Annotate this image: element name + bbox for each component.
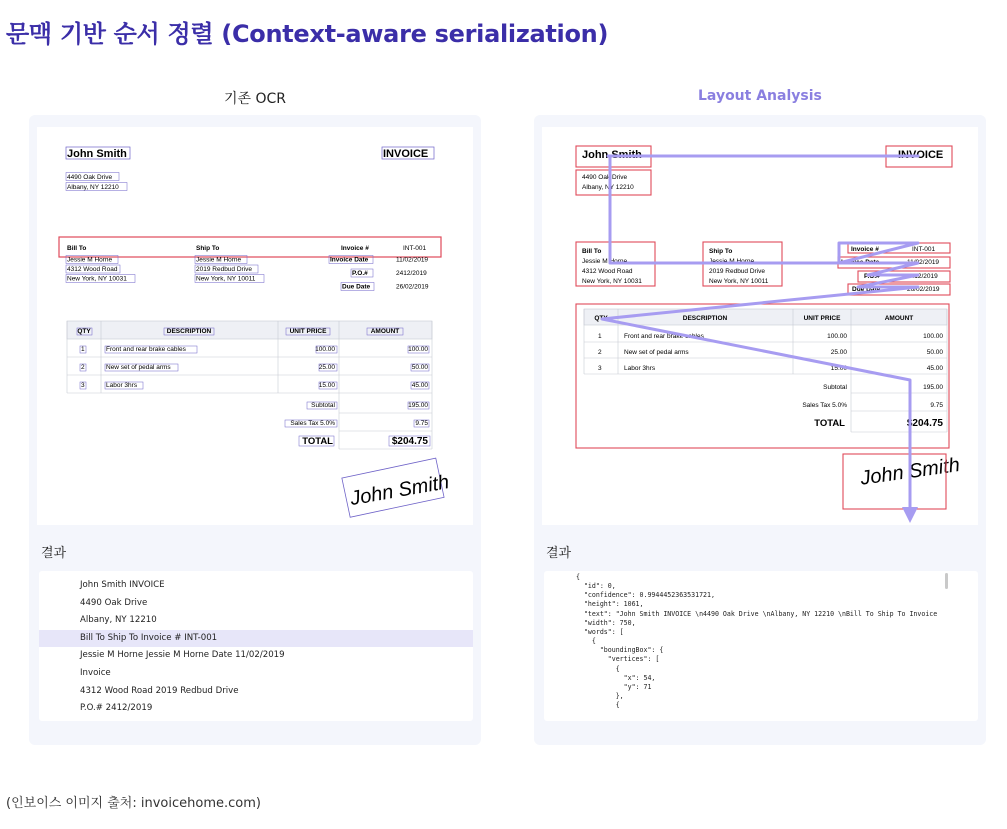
json-line: { (576, 664, 620, 673)
bill-street: 4312 Wood Road (582, 268, 633, 275)
due-date-label: Due Date (342, 283, 371, 291)
ocr-invoice-image (37, 127, 473, 525)
row2-desc: New set of pedal arms (624, 349, 689, 356)
json-line: { (576, 701, 620, 710)
ship-to-label: Ship To (709, 248, 733, 255)
ocr-result-line-highlighted: Bill To Ship To Invoice # INT-001 (39, 630, 473, 648)
invoice-number-value: INT-001 (403, 245, 427, 252)
json-line: "height": 1061, (576, 600, 644, 609)
row1-amount: 100.00 (408, 346, 428, 353)
ship-city: New York, NY 10011 (196, 275, 256, 283)
row1-qty: 1 (598, 333, 602, 340)
total-label: TOTAL (302, 436, 333, 447)
ocr-result-line: Invoice (80, 667, 111, 678)
due-date-value: 26/02/2019 (396, 283, 429, 291)
invoice-number-label: Invoice # (341, 245, 369, 252)
col-amount: AMOUNT (884, 315, 914, 322)
json-line: "text": "John Smith INVOICE \n4490 Oak Drive \nAlbany, NY 12210 \nBill To Ship To Invoice (576, 609, 938, 618)
layout-invoice-svg (542, 127, 978, 525)
due-date-value: 26/02/2019 (907, 286, 940, 293)
subtotal-value: 195.00 (923, 384, 943, 391)
invoice-name: John Smith (582, 149, 642, 161)
bill-city: New York, NY 10031 (582, 278, 642, 285)
row1-qty: 1 (81, 346, 85, 353)
row1-amount: 100.00 (923, 333, 943, 340)
bill-street: 4312 Wood Road (67, 266, 118, 273)
row3-qty: 3 (81, 382, 85, 389)
bill-to-label: Bill To (67, 245, 87, 252)
ocr-result-line: 4490 Oak Drive (80, 597, 148, 608)
invoice-date-value: 11/02/2019 (396, 256, 429, 264)
layout-column-label: Layout Analysis (698, 88, 822, 104)
ocr-result-line: Albany, NY 12210 (80, 615, 157, 626)
ocr-result-line: Jessie M Horne Jessie M Horne Date 11/02/2019 (80, 650, 285, 661)
col-description: DESCRIPTION (682, 315, 728, 322)
invoice-address2: Albany, NY 12210 (67, 184, 119, 191)
json-line: { (576, 637, 596, 646)
row3-amount: 45.00 (926, 365, 943, 372)
po-label: P.O.# (352, 270, 368, 277)
ocr-result-line: P.O.# 2412/2019 (80, 703, 153, 714)
po-label: P.O.# (864, 273, 880, 280)
row1-price: 100.00 (315, 346, 335, 353)
arrow-head (902, 507, 918, 523)
col-qty: QTY (77, 328, 91, 335)
ship-street: 2019 Redbud Drive (196, 266, 253, 273)
invoice-date-value: 11/02/2019 (907, 259, 940, 266)
invoice-name: John Smith (67, 148, 127, 160)
row3-amount: 45.00 (411, 382, 428, 389)
row2-amount: 50.00 (411, 364, 428, 371)
bill-to-label: Bill To (582, 248, 602, 255)
tax-value: 9.75 (930, 402, 943, 409)
json-result-box[interactable] (544, 571, 978, 721)
row3-qty: 3 (598, 365, 602, 372)
json-line: "words": [ (576, 627, 624, 636)
page-title: 문맥 기반 순서 정렬 (Context-aware serialization) (6, 20, 609, 48)
ship-street: 2019 Redbud Drive (709, 268, 766, 275)
bill-name: Jessie M Horne (67, 256, 113, 264)
total-value: $204.75 (391, 436, 428, 447)
ocr-result-line: John Smith INVOICE (80, 580, 165, 590)
ocr-invoice-svg (37, 127, 473, 525)
row2-amount: 50.00 (926, 349, 943, 356)
row3-price: 15.00 (830, 365, 847, 372)
subtotal-label: Subtotal (823, 384, 847, 391)
ocr-result-box[interactable] (39, 571, 473, 721)
json-scrollbar[interactable] (945, 573, 948, 589)
due-date-label: Due Date (852, 286, 881, 293)
total-label: TOTAL (814, 418, 845, 429)
json-line: }, (576, 692, 624, 701)
source-note: (인보이스 이미지 출처: invoicehome.com) (6, 796, 261, 811)
subtotal-value: 195.00 (408, 402, 428, 409)
ship-name: Jessie M Horne (709, 258, 755, 265)
bill-name: Jessie M Horne (582, 258, 628, 265)
invoice-number-value: INT-001 (912, 246, 936, 253)
row2-desc: New set of pedal arms (106, 364, 171, 371)
json-line: "boundingBox": { (576, 646, 664, 655)
tax-label: Sales Tax 5.0% (290, 420, 335, 427)
col-amount: AMOUNT (370, 328, 400, 335)
json-line: "width": 750, (576, 618, 636, 627)
signature-text: John Smith (859, 454, 962, 490)
json-line: "x": 54, (576, 673, 656, 682)
ocr-result-label: 결과 (41, 546, 67, 561)
subtotal-label: Subtotal (311, 402, 335, 409)
json-line: "id": 0, (576, 582, 616, 591)
json-line: "y": 71 (576, 682, 652, 691)
bill-city: New York, NY 10031 (67, 275, 127, 283)
ocr-highlight-row (59, 237, 441, 257)
invoice-address2: Albany, NY 12210 (582, 184, 634, 191)
col-unit-price: UNIT PRICE (803, 315, 841, 322)
ship-to-label: Ship To (196, 245, 220, 252)
row2-price: 25.00 (830, 349, 847, 356)
row3-desc: Labor 3hrs (106, 382, 138, 389)
json-line: "vertices": [ (576, 655, 660, 664)
row1-price: 100.00 (827, 333, 847, 340)
layout-invoice-image (542, 127, 978, 525)
invoice-title: INVOICE (383, 148, 429, 160)
row1-desc: Front and rear brake cables (624, 333, 704, 340)
tax-value: 9.75 (415, 420, 428, 427)
row2-qty: 2 (81, 364, 85, 371)
ship-city: New York, NY 10011 (709, 278, 769, 285)
total-value: $204.75 (906, 418, 943, 429)
layout-result-label: 결과 (546, 546, 572, 561)
po-value: 2412/2019 (907, 273, 938, 280)
col-unit-price: UNIT PRICE (289, 328, 327, 335)
invoice-date-label: Invoice Date (841, 259, 880, 266)
invoice-date-label: Invoice Date (330, 256, 369, 264)
invoice-address1: 4490 Oak Drive (582, 174, 628, 181)
invoice-address1: 4490 Oak Drive (67, 174, 113, 181)
row2-price: 25.00 (318, 364, 335, 371)
json-line: { (576, 573, 580, 581)
col-qty: QTY (594, 315, 608, 322)
ocr-column-label: 기존 OCR (224, 91, 287, 107)
row1-desc: Front and rear brake cables (106, 346, 186, 353)
row2-qty: 2 (598, 349, 602, 356)
invoice-number-label: Invoice # (851, 246, 879, 253)
layout-panel (534, 115, 986, 745)
json-line: "confidence": 0.9944452363531721, (576, 591, 715, 600)
signature-text: John Smith (348, 471, 451, 511)
col-description: DESCRIPTION (166, 328, 212, 335)
tax-label: Sales Tax 5.0% (802, 402, 847, 409)
row3-desc: Labor 3hrs (624, 365, 656, 372)
layout-region-boxes (576, 146, 952, 509)
ocr-panel (29, 115, 481, 745)
po-value: 2412/2019 (396, 270, 427, 277)
ship-name: Jessie M Horne (196, 256, 242, 264)
ocr-result-line: 4312 Wood Road 2019 Redbud Drive (80, 685, 239, 696)
invoice-title: INVOICE (898, 149, 944, 161)
row3-price: 15.00 (318, 382, 335, 389)
